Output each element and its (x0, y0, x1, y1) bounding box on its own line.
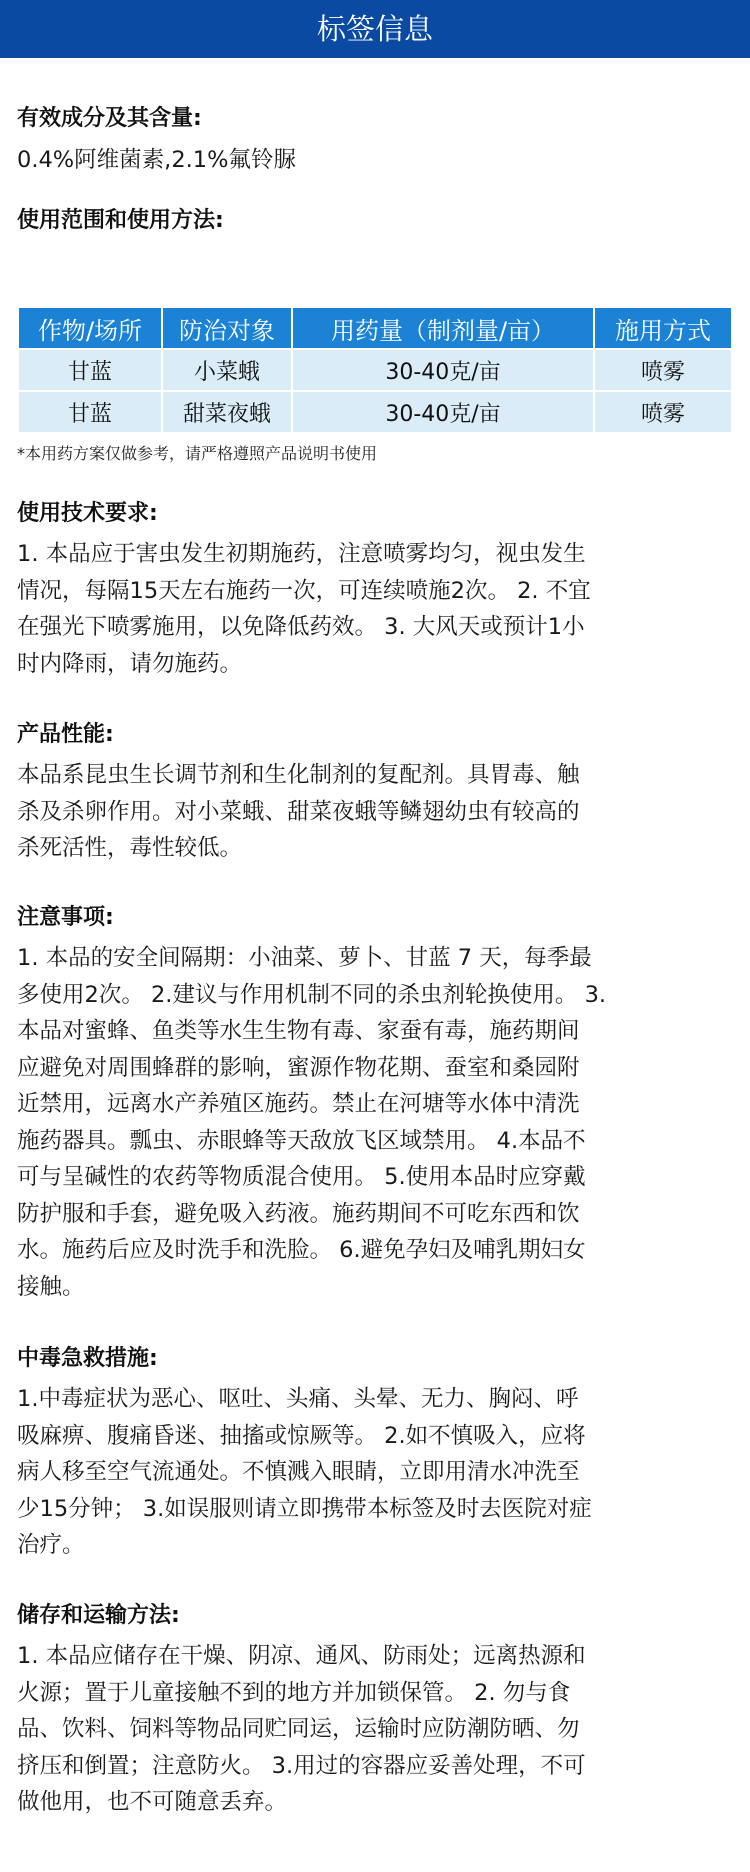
usage-table (17, 306, 733, 434)
storage-line: 火源；置于儿童接触不到的地方并加锁保管。 2. 勿与食 (17, 1679, 571, 1706)
table-cell-target: 甜菜夜蛾 (163, 392, 291, 432)
precautions-line: 多使用2次。 2.建议与作用机制不同的杀虫剂轮换使用。 3. (17, 981, 607, 1008)
table-cell-method: 喷雾 (595, 392, 731, 432)
table-cell-method: 喷雾 (595, 350, 731, 390)
precautions-line: 施药器具。瓢虫、赤眼蜂等天敌放飞区域禁用。 4.本品不 (17, 1127, 586, 1154)
storage-line: 1. 本品应储存在干燥、阴凉、通风、防雨处；远离热源和 (17, 1643, 586, 1669)
precautions-line: 1. 本品的安全间隔期：小油菜、萝卜、甘蓝 7 天，每季最 (17, 945, 592, 971)
performance-line: 杀及杀卵作用。对小菜蛾、甜菜夜蛾等鳞翅幼虫有较高的 (17, 798, 580, 825)
table-note: *本用药方案仅做参考，请严格遵照产品说明书使用 (17, 444, 378, 463)
table-cell-crop: 甘蓝 (19, 350, 161, 390)
precautions-line: 本品对蜜蜂、鱼类等水生生物有毒、家蚕有毒，施药期间 (17, 1018, 580, 1044)
table-header-method: 施用方式 (595, 308, 731, 348)
performance-line: 本品系昆虫生长调节剂和生化制剂的复配剂。具胃毒、触 (17, 762, 580, 788)
table-header-crop: 作物/场所 (19, 308, 161, 348)
performance-line: 杀死活性，毒性较低。 (17, 835, 243, 861)
precautions-text (17, 940, 739, 1305)
firstaid-line: 1.中毒症状为恶心、呕吐、头痛、头晕、无力、胸闷、呼 (17, 1386, 579, 1412)
precautions-line: 近禁用，远离水产养殖区施药。禁止在河塘等水体中清洗 (17, 1091, 580, 1117)
scope-title: 使用范围和使用方法: (17, 208, 224, 233)
page-header (0, 0, 750, 58)
ingredients-text: 0.4%阿维菌素,2.1%氟铃脲 (17, 147, 296, 173)
technique-line: 时内降雨，请勿施药。 (17, 650, 243, 677)
storage-line: 挤压和倒置；注意防火。 3.用过的容器应妥善处理，不可 (17, 1752, 586, 1779)
ingredients-title: 有效成分及其含量: (17, 106, 202, 131)
performance-text (17, 757, 739, 867)
table-row (19, 350, 731, 390)
table-header-target: 防治对象 (163, 308, 291, 348)
technique-title: 使用技术要求: (17, 501, 158, 526)
firstaid-title: 中毒急救措施: (17, 1346, 158, 1371)
technique-line: 在强光下喷雾施用，以免降低药效。 3. 大风天或预计1小 (17, 614, 585, 640)
storage-text (17, 1638, 739, 1821)
precautions-line: 可与呈碱性的农药等物质混合使用。 5.使用本品时应穿戴 (17, 1164, 586, 1190)
firstaid-text (17, 1381, 739, 1564)
firstaid-line: 病人移至空气流通处。不慎溅入眼睛，立即用清水冲洗至 (17, 1459, 580, 1485)
storage-line: 做他用，也不可随意丢弃。 (17, 1789, 288, 1815)
table-row (19, 392, 731, 432)
storage-title: 储存和运输方法: (17, 1603, 180, 1628)
precautions-line: 接触。 (17, 1273, 85, 1300)
table-cell-dosage: 30-40克/亩 (293, 392, 593, 432)
storage-line: 品、饮料、饲料等物品同贮同运，运输时应防潮防晒、勿 (17, 1716, 580, 1742)
page-title: 标签信息 (316, 12, 433, 46)
table-cell-dosage: 30-40克/亩 (293, 350, 593, 390)
table-header-row (19, 308, 731, 348)
precautions-line: 应避免对周围蜂群的影响，蜜源作物花期、蚕室和桑园附 (17, 1054, 580, 1081)
firstaid-line: 吸麻痹、腹痛昏迷、抽搐或惊厥等。 2.如不慎吸入，应将 (17, 1422, 586, 1449)
technique-text (17, 536, 739, 682)
precautions-line: 防护服和手套，避免吸入药液。施药期间不可吃东西和饮 (17, 1200, 580, 1227)
firstaid-line: 治疗。 (17, 1532, 85, 1558)
table-header-dosage: 用药量（制剂量/亩） (293, 308, 593, 348)
technique-line: 情况，每隔15天左右施药一次，可连续喷施2次。 2. 不宜 (17, 577, 591, 604)
technique-line: 1. 本品应于害虫发生初期施药，注意喷雾均匀，视虫发生 (17, 541, 586, 567)
table-cell-target: 小菜蛾 (163, 350, 291, 390)
firstaid-line: 少15分钟； 3.如误服则请立即携带本标签及时去医院对症 (17, 1495, 592, 1522)
table-cell-crop: 甘蓝 (19, 392, 161, 432)
precautions-title: 注意事项: (17, 905, 114, 930)
performance-title: 产品性能: (17, 722, 114, 747)
precautions-line: 水。施药后应及时洗手和洗脸。 6.避免孕妇及哺乳期妇女 (17, 1237, 586, 1263)
